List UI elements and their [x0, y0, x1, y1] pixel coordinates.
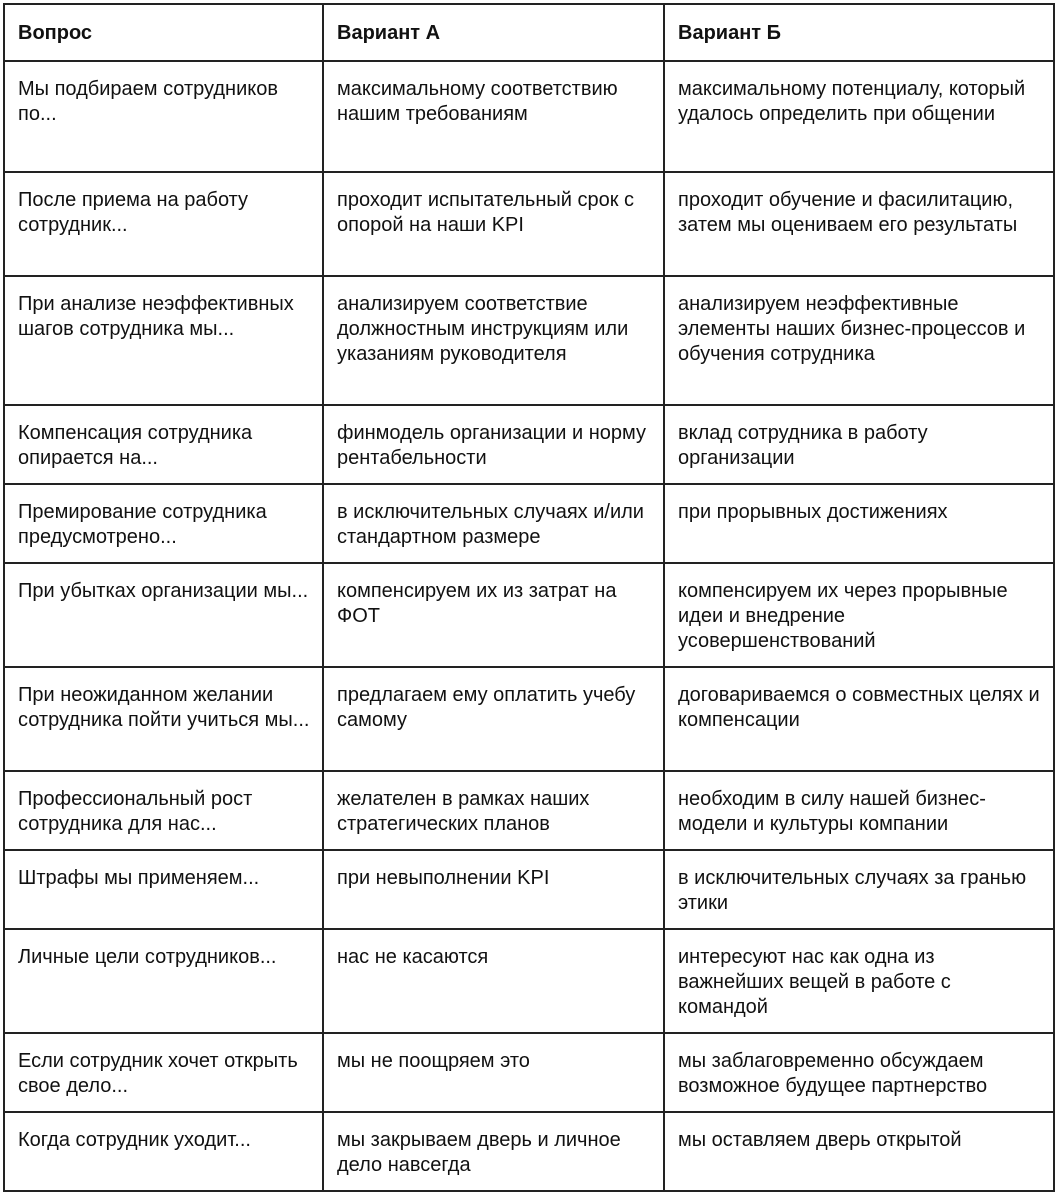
comparison-table: [3, 3, 1055, 1192]
cell-variant-b: договариваемся о совместных целях и компенсации: [664, 667, 1054, 771]
header-variant-b: Вариант Б: [664, 4, 1054, 61]
cell-variant-b: анализируем неэффективные элементы наших бизнес-процессов и обучения сотрудника: [664, 276, 1054, 405]
cell-question: Если сотрудник хочет открыть свое дело...: [4, 1033, 323, 1112]
table-row: [4, 667, 1054, 771]
cell-variant-a: нас не касаются: [323, 929, 664, 1033]
header-variant-a: Вариант А: [323, 4, 664, 61]
cell-question: После приема на работу сотрудник...: [4, 172, 323, 276]
cell-question: Когда сотрудник уходит...: [4, 1112, 323, 1191]
table-row: [4, 1033, 1054, 1112]
cell-variant-b: вклад сотрудника в работу организации: [664, 405, 1054, 484]
table-row: [4, 61, 1054, 172]
cell-variant-b: интересуют нас как одна из важнейших вещей в работе с командой: [664, 929, 1054, 1033]
table-header-row: [4, 4, 1054, 61]
cell-variant-b: проходит обучение и фасилитацию, затем мы оцениваем его результаты: [664, 172, 1054, 276]
cell-variant-a: финмодель организации и норму рентабельности: [323, 405, 664, 484]
cell-question: При убытках организации мы...: [4, 563, 323, 667]
cell-variant-a: проходит испытательный срок с опорой на наши KPI: [323, 172, 664, 276]
table-row: [4, 771, 1054, 850]
table-row: [4, 563, 1054, 667]
table-row: [4, 172, 1054, 276]
cell-variant-a: при невыполнении KPI: [323, 850, 664, 929]
cell-variant-b: в исключительных случаях за гранью этики: [664, 850, 1054, 929]
table-row: [4, 405, 1054, 484]
cell-question: При неожиданном желании сотрудника пойти учиться мы...: [4, 667, 323, 771]
cell-variant-a: компенсируем их из затрат на ФОТ: [323, 563, 664, 667]
cell-variant-b: необходим в силу нашей бизнес-модели и культуры компании: [664, 771, 1054, 850]
table-row: [4, 1112, 1054, 1191]
cell-question: Штрафы мы применяем...: [4, 850, 323, 929]
comparison-table-wrapper: [3, 3, 1055, 1192]
cell-variant-b: мы заблаговременно обсуждаем возможное будущее партнерство: [664, 1033, 1054, 1112]
cell-variant-b: максимальному потенциалу, который удалось определить при общении: [664, 61, 1054, 172]
table-row: [4, 929, 1054, 1033]
cell-question: Премирование сотрудника предусмотрено...: [4, 484, 323, 563]
table-row: [4, 484, 1054, 563]
table-row: [4, 850, 1054, 929]
header-question: Вопрос: [4, 4, 323, 61]
cell-variant-b: компенсируем их через прорывные идеи и внедрение усовершенствований: [664, 563, 1054, 667]
cell-variant-a: максимальному соответствию нашим требованиям: [323, 61, 664, 172]
cell-variant-a: мы закрываем дверь и личное дело навсегда: [323, 1112, 664, 1191]
cell-variant-b: мы оставляем дверь открытой: [664, 1112, 1054, 1191]
cell-variant-a: желателен в рамках наших стратегических планов: [323, 771, 664, 850]
cell-variant-b: при прорывных достижениях: [664, 484, 1054, 563]
table-row: [4, 276, 1054, 405]
cell-variant-a: в исключительных случаях и/или стандартном размере: [323, 484, 664, 563]
cell-question: Мы подбираем сотрудников по...: [4, 61, 323, 172]
cell-question: Личные цели сотрудников...: [4, 929, 323, 1033]
cell-variant-a: анализируем соответствие должностным инструкциям или указаниям руководителя: [323, 276, 664, 405]
cell-variant-a: мы не поощряем это: [323, 1033, 664, 1112]
cell-question: Компенсация сотрудника опирается на...: [4, 405, 323, 484]
cell-question: При анализе неэффективных шагов сотрудника мы...: [4, 276, 323, 405]
cell-question: Профессиональный рост сотрудника для нас...: [4, 771, 323, 850]
cell-variant-a: предлагаем ему оплатить учебу самому: [323, 667, 664, 771]
